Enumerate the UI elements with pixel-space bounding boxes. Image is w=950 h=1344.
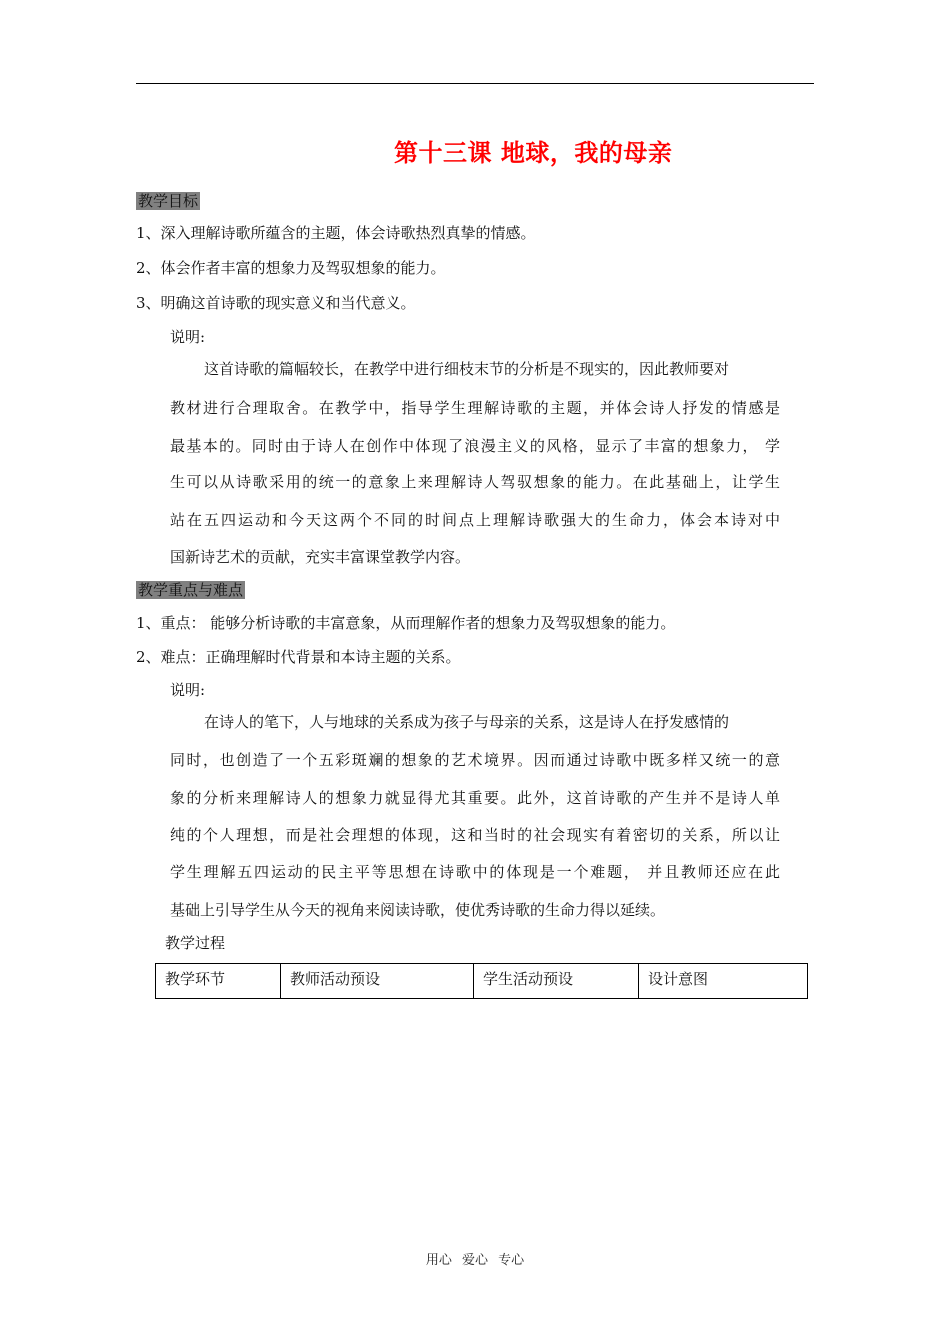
process-table [155, 963, 808, 999]
objectives-note-line: 生可以从诗歌采用的统一的意象上来理解诗人驾驭想象的能力。在此基础上，让学生 [170, 473, 780, 491]
objectives-note-line: 这首诗歌的篇幅较长，在教学中进行细枝末节的分析是不现实的，因此教师要对 [204, 360, 730, 378]
objectives-note-line: 站在五四运动和今天这两个不同的时间点上理解诗歌强大的生命力，体会本诗对中 [170, 511, 780, 529]
header-rule [136, 83, 814, 84]
key-points-note-label: 说明: [170, 681, 206, 699]
objective-item: 2、体会作者丰富的想象力及驾驭想象的能力。 [136, 259, 446, 277]
key-points-note-line: 同时，也创造了一个五彩斑斓的想象的艺术境界。因而通过诗歌中既多样又统一的意 [170, 751, 780, 769]
key-points-note-line: 基础上引导学生从今天的视角来阅读诗歌，使优秀诗歌的生命力得以延续。 [170, 901, 666, 919]
objective-item: 1、深入理解诗歌所蕴含的主题，体会诗歌热烈真挚的情感。 [136, 224, 536, 242]
page-footer: 用心 爱心 专心 [425, 1253, 525, 1268]
table-header-cell: 设计意图 [639, 964, 808, 999]
table-header-cell: 教学环节 [156, 964, 281, 999]
objective-item: 3、明确这首诗歌的现实意义和当代意义。 [136, 294, 416, 312]
objectives-note-line: 国新诗艺术的贡献，充实丰富课堂教学内容。 [170, 548, 471, 566]
key-points-note-line: 象的分析来理解诗人的想象力就显得尤其重要。此外，这首诗歌的产生并不是诗人单 [170, 789, 780, 807]
key-points-note-line: 纯的个人理想，而是社会理想的体现，这和当时的社会现实有着密切的关系，所以让 [170, 826, 780, 844]
table-header-cell: 教师活动预设 [281, 964, 474, 999]
key-point-item: 1、重点： 能够分析诗歌的丰富意象，从而理解作者的想象力及驾驭想象的能力。 [136, 614, 676, 632]
lesson-title: 第十三课 地球，我的母亲 [394, 139, 673, 167]
objectives-note-line: 教材进行合理取舍。在教学中，指导学生理解诗歌的主题，并体会诗人抒发的情感是 [170, 399, 780, 417]
key-points-heading: 教学重点与难点 [138, 581, 244, 599]
process-label: 教学过程 [165, 934, 226, 952]
key-point-item: 2、难点：正确理解时代背景和本诗主题的关系。 [136, 648, 461, 666]
table-header-row [156, 964, 808, 999]
objectives-note-line: 最基本的。同时由于诗人在创作中体现了浪漫主义的风格，显示了丰富的想象力， 学 [170, 437, 780, 455]
key-points-note-line: 学生理解五四运动的民主平等思想在诗歌中的体现是一个难题， 并且教师还应在此 [170, 863, 780, 881]
objectives-heading: 教学目标 [138, 192, 199, 210]
table-header-cell: 学生活动预设 [474, 964, 639, 999]
key-points-note-line: 在诗人的笔下，人与地球的关系成为孩子与母亲的关系，这是诗人在抒发感情的 [204, 713, 730, 731]
objectives-note-label: 说明: [170, 328, 206, 346]
